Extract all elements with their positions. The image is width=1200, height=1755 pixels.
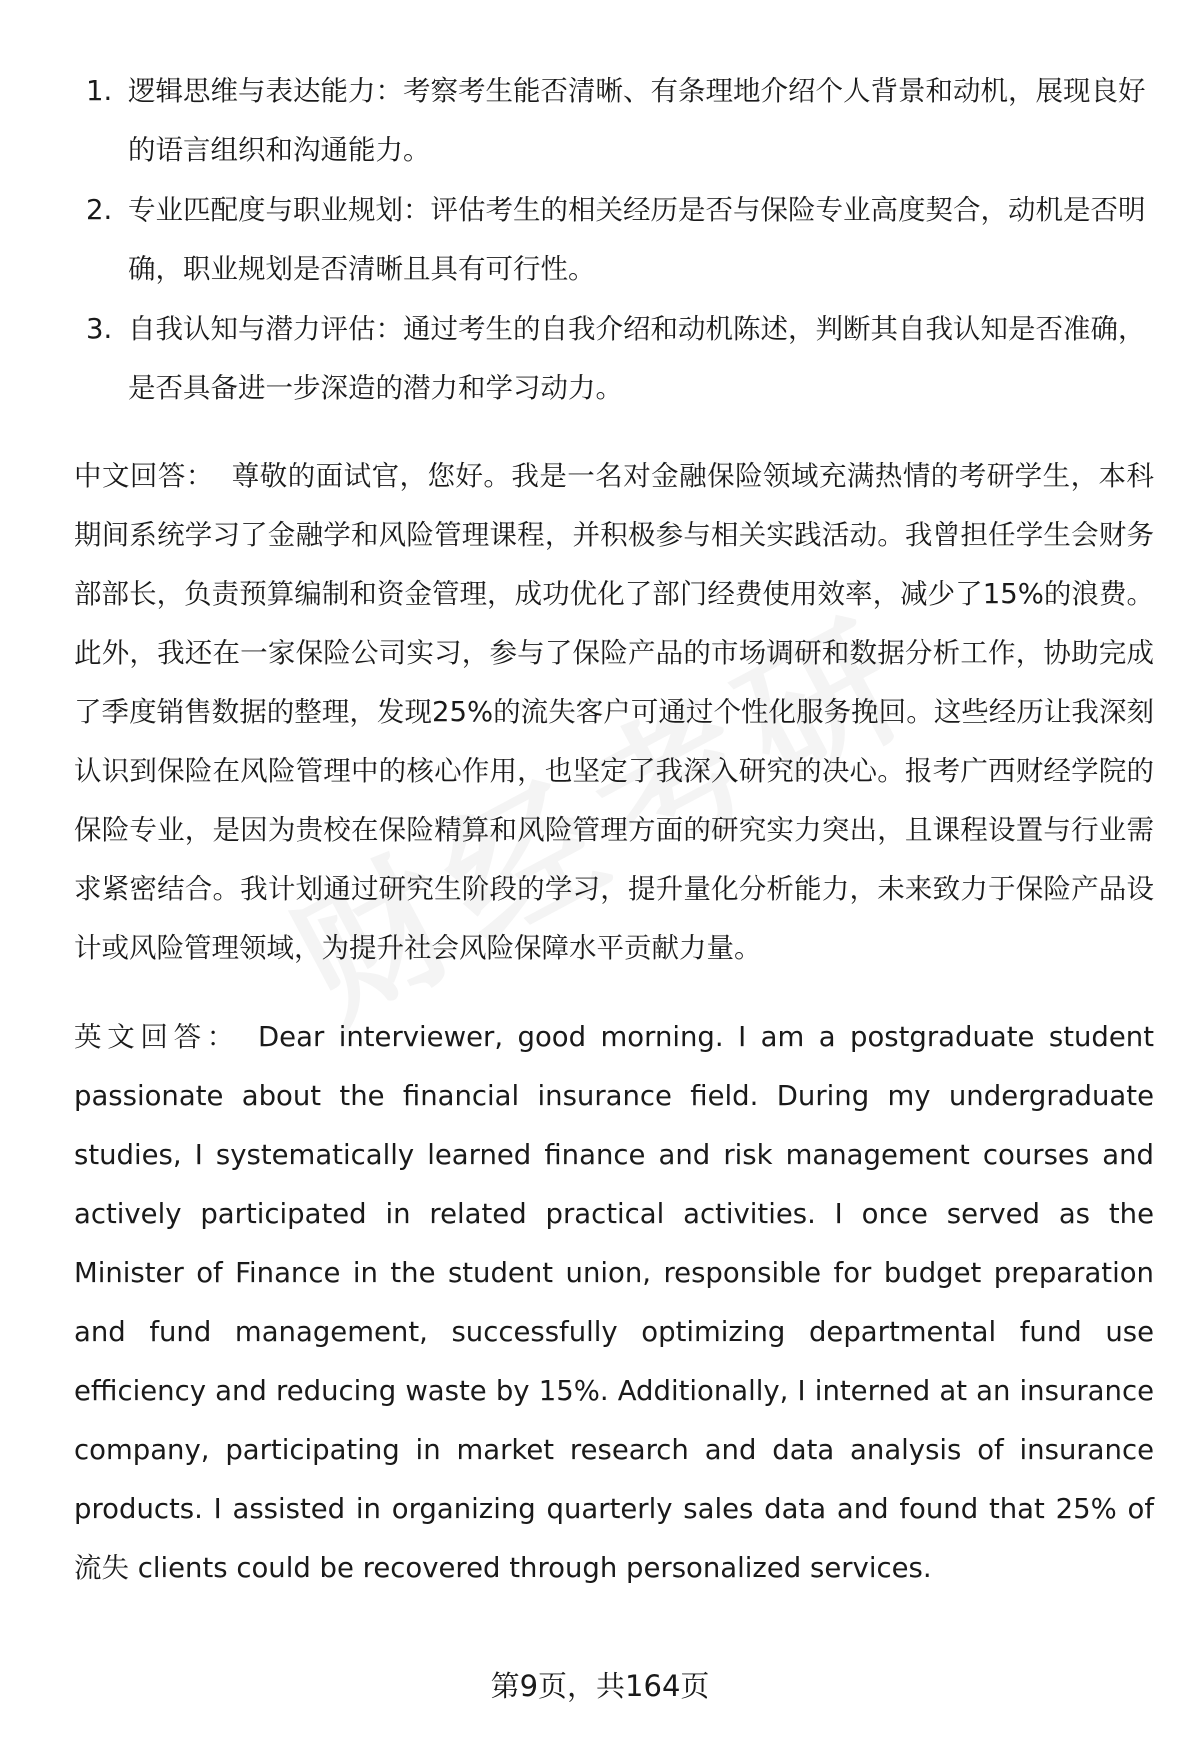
english-answer-text: Dear interviewer, good morning. I am a postgraduate student passionate about the financial insurance field. During my undergraduate studies, I systematically learned finance and risk management courses and actively participated in related practical activities. I once served as the Minister of Finance in the student union, responsible for budget preparation and fund management, successfully optimizing departmental fund use efficiency and reducing waste by 15%. Additionally, I interned at an insurance company, participating in market research and data analysis of insurance products. I assisted in organizing quarterly sales data and found that 25% of流失 clients could be recovered through personalized services. [74, 1021, 1155, 1584]
criteria-item [74, 181, 1154, 298]
list-item-text: 逻辑思维与表达能力：考察考生能否清晰、有条理地介绍个人背景和动机，展现良好的语言组织和沟通能力。 [128, 75, 1146, 166]
list-number: 3. [86, 313, 113, 345]
criteria-list [74, 62, 1154, 417]
list-item-text: 专业匹配度与职业规划：评估考生的相关经历是否与保险专业高度契合，动机是否明确，职业规划是否清晰且具有可行性。 [128, 194, 1146, 285]
chinese-answer [74, 447, 1154, 978]
list-number: 2. [86, 194, 113, 226]
chinese-answer-text: 尊敬的面试官，您好。我是一名对金融保险领域充满热情的考研学生，本科期间系统学习了金融学和风险管理课程，并积极参与相关实践活动。我曾担任学生会财务部部长，负责预算编制和资金管理，成功优化了部门经费使用效率，减少了15%的浪费。此外，我还在一家保险公司实习，参与了保险产品的市场调研和数据分析工作，协助完成了季度销售数据的整理，发现25%的流失客户可通过个性化服务挽回。这些经历让我深刻认识到保险在风险管理中的核心作用，也坚定了我深入研究的决心。报考广西财经学院的保险专业，是因为贵校在保险精算和风险管理方面的研究实力突出，且课程设置与行业需求紧密结合。我计划通过研究生阶段的学习，提升量化分析能力，未来致力于保险产品设计或风险管理领域，为提升社会风险保障水平贡献力量。 [74, 460, 1154, 964]
criteria-item [74, 300, 1154, 417]
chinese-answer-label: 中文回答： [74, 460, 214, 492]
page-number: 第9页，共164页 [490, 1669, 710, 1703]
list-number: 1. [86, 75, 113, 107]
english-answer [74, 1008, 1154, 1598]
list-item-text: 自我认知与潜力评估：通过考生的自我介绍和动机陈述，判断其自我认知是否准确，是否具备进一步深造的潜力和学习动力。 [128, 313, 1146, 404]
criteria-item [74, 62, 1154, 179]
english-answer-label: 英文回答： [74, 1021, 240, 1053]
page-content [74, 62, 1154, 1598]
